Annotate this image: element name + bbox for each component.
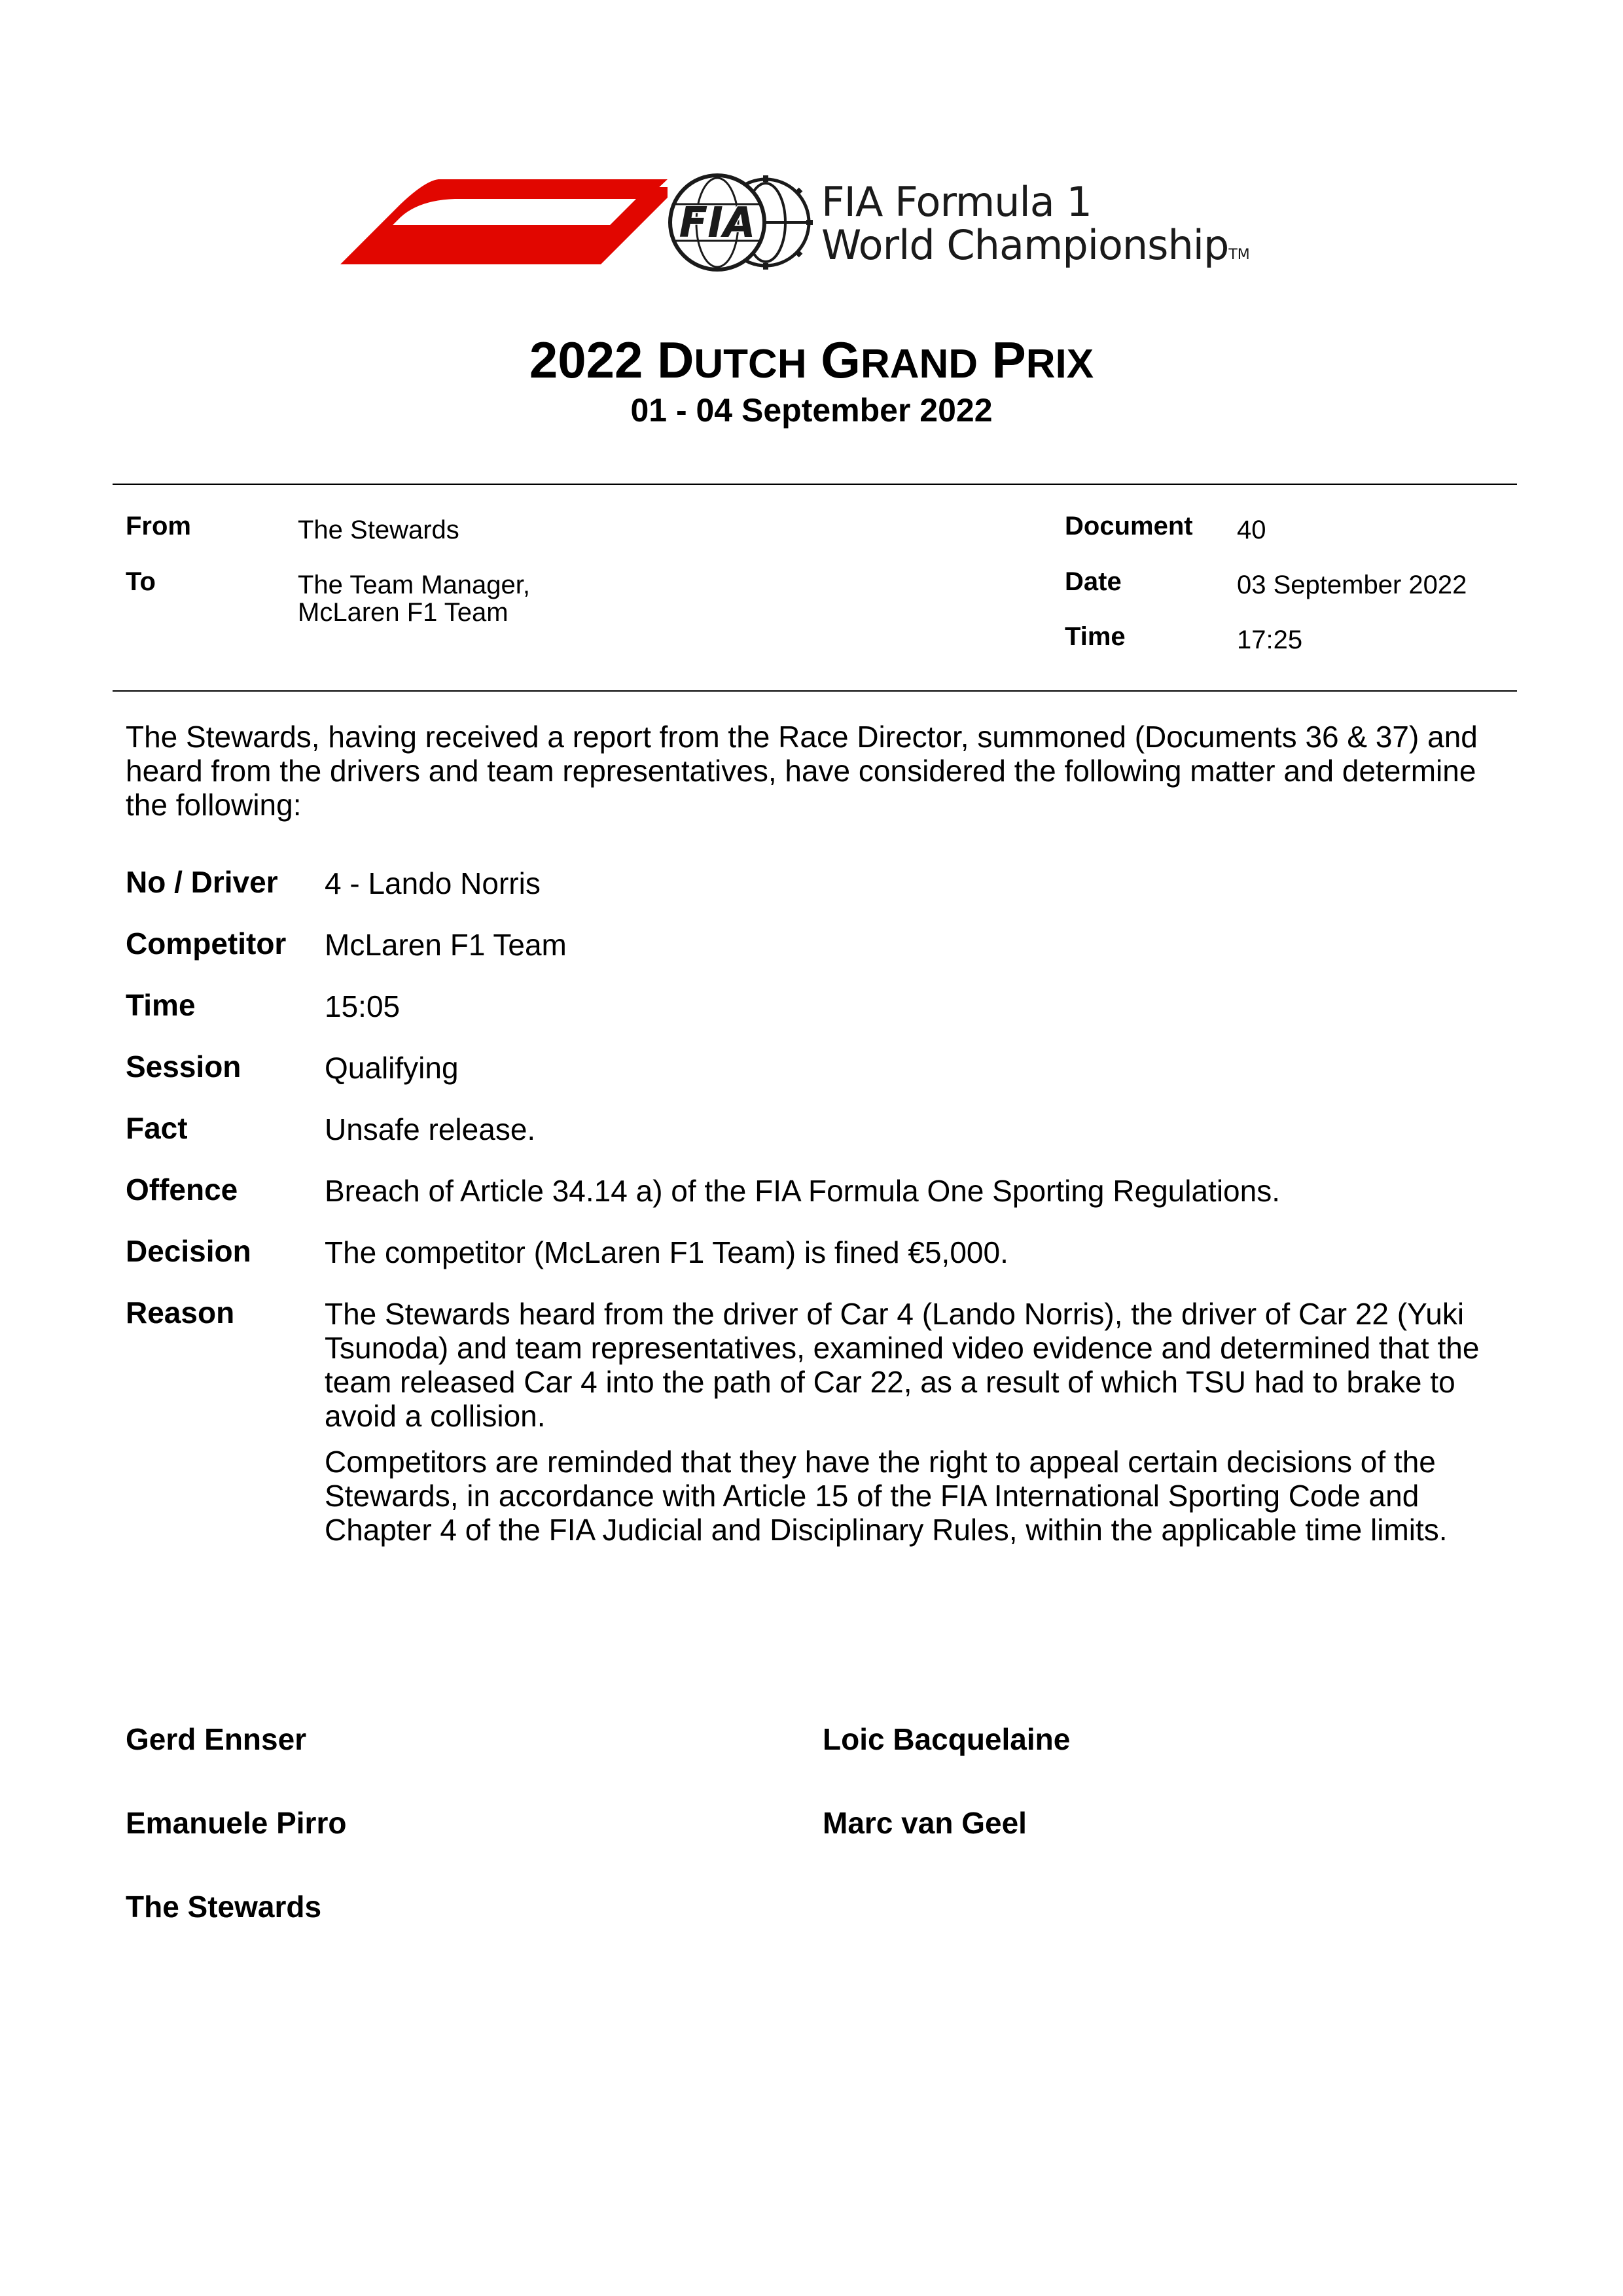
f1-logo-icon [340,178,668,270]
driver-label: No / Driver [126,865,278,899]
competitor-label: Competitor [126,927,287,961]
from-value: The Stewards [298,516,459,544]
session-label: Session [126,1050,241,1084]
header-divider-bottom [113,690,1517,692]
steward-signature-3: Emanuele Pirro [126,1806,347,1840]
session-value: Qualifying [325,1051,459,1085]
steward-signature-4: Marc van Geel [823,1806,1027,1840]
steward-signature-2: Loic Bacquelaine [823,1722,1071,1756]
offence-label: Offence [126,1173,238,1207]
fact-label: Fact [126,1111,188,1145]
competitor-value: McLaren F1 Team [325,928,567,962]
date-value: 03 September 2022 [1237,571,1467,599]
event-dates: 01 - 04 September 2022 [630,392,993,429]
document-label: Document [1065,512,1193,540]
session-time-value: 15:05 [325,989,401,1023]
intro-paragraph: The Stewards, having received a report from the Race Director, summoned (Documents 36 & 37) and heard from the drivers and team representatives, have considered the following matter and determine the following: [126,720,1478,822]
title-word-1: DUTCH [657,331,807,389]
fia-f1-logo [340,171,1322,276]
reason-value [325,1297,1522,1547]
closing-signature: The Stewards [126,1890,322,1924]
wordmark-line1: FIA Formula 1 [821,178,1092,226]
reason-label: Reason [126,1296,235,1330]
time-value: 17:25 [1237,626,1303,654]
date-label: Date [1065,567,1122,596]
decision-label: Decision [126,1234,251,1268]
fact-value: Unsafe release. [325,1112,536,1146]
page-title [0,330,1623,394]
document-value: 40 [1237,516,1266,544]
title-word-2: GRAND [821,331,978,389]
fia-globe-icon [668,171,825,276]
fia-mark-text: FIA [679,199,756,247]
wordmark-line2: World Championship [821,221,1229,269]
title-word-3: PRIX [991,331,1094,389]
championship-wordmark [821,178,1250,277]
from-label: From [126,512,191,540]
trademark: TM [1228,247,1250,263]
to-value-line1: The Team Manager, [298,571,531,599]
offence-value: Breach of Article 34.14 a) of the FIA Formula One Sporting Regulations. [325,1174,1281,1208]
header-divider-top [113,484,1517,485]
to-value-line2: McLaren F1 Team [298,598,508,627]
session-time-label: Time [126,988,196,1022]
steward-signature-1: Gerd Ennser [126,1722,307,1756]
to-label: To [126,567,156,596]
reason-paragraph-2: Competitors are reminded that they have the right to appeal certain decisions of the Stewards, in accordance with Article 15 of the FIA International Sporting Code and Chapter 4 of the FIA Judicial and Disciplinary Rules, within the applicable time limits. [325,1445,1448,1547]
time-label: Time [1065,622,1126,651]
title-year: 2022 [529,331,658,389]
reason-paragraph-1: The Stewards heard from the driver of Car 4 (Lando Norris), the driver of Car 22 (Yuki Tsunoda) and team representatives, examined video evidence and determined that the team released Car 4 into the path of Car 22, as a result of which TSU had to brake to avoid a collision. [325,1297,1480,1433]
decision-value: The competitor (McLaren F1 Team) is fined €5,000. [325,1235,1008,1269]
driver-value: 4 - Lando Norris [325,866,541,900]
